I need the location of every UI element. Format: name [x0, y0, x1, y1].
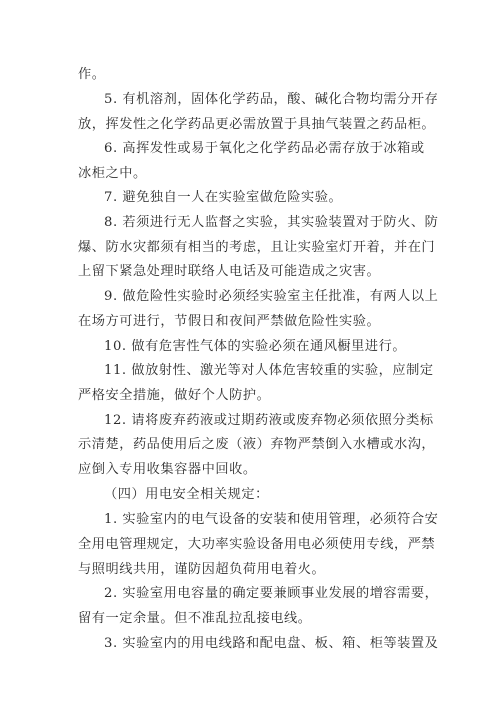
section-heading: （四）用电安全相关规定：	[104, 487, 269, 502]
text-line: 冰柜之中。	[78, 166, 147, 181]
text-line: 1. 实验室内的电气设备的安装和使用管理，必须符合安	[104, 512, 439, 527]
text-line: 在场方可进行，节假日和夜间严禁做危险性实验。	[78, 314, 381, 329]
text-line: 留有一定余量。但不准乱拉乱接电线。	[78, 611, 312, 626]
text-line: 3. 实验室内的用电线路和配电盘、板、箱、柜等装置及	[104, 636, 439, 651]
text-line: 8. 若须进行无人监督之实验，其实验装置对于防火、防	[104, 215, 439, 230]
text-line: 12. 请将废弃药液或过期药液或废弃物必须依照分类标	[104, 413, 434, 428]
text-line: 2. 实验室用电容量的确定要兼顾事业发展的增容需要，	[104, 586, 439, 601]
text-line: 作。	[78, 67, 106, 82]
text-line: 5. 有机溶剂，固体化学药品，酸、碱化合物均需分开存	[104, 92, 439, 107]
text-line: 10. 做有危害性气体的实验必须在通风橱里进行。	[104, 339, 407, 354]
text-line: 爆、防水灾都须有相当的考虑，且让实验室灯开着，并在门	[78, 240, 436, 255]
text-line: 放，挥发性之化学药品更必需放置于具抽气装置之药品柜。	[78, 117, 436, 132]
text-line: 严格安全措施，做好个人防护。	[78, 388, 271, 403]
text-line: 与照明线共用，谨防因超负荷用电着火。	[78, 562, 326, 577]
text-line: 11. 做放射性、激光等对人体危害较重的实验，应制定	[104, 363, 434, 378]
text-line: 全用电管理规定，大功率实验设备用电必须使用专线，严禁	[78, 537, 436, 552]
text-line: 6. 高挥发性或易于氧化之化学药品必需存放于冰箱或	[104, 141, 425, 156]
text-line: 9. 做危险性实验时必须经实验室主任批准，有两人以上	[104, 289, 439, 304]
text-line: 示清楚，药品使用后之废（液）弃物严禁倒入水槽或水沟，	[78, 437, 436, 452]
text-line: 上留下紧急处理时联络人电话及可能造成之灾害。	[78, 264, 381, 279]
text-line: 7. 避免独自一人在实验室做危险实验。	[104, 190, 343, 205]
text-line: 应倒入专用收集容器中回收。	[78, 462, 257, 477]
